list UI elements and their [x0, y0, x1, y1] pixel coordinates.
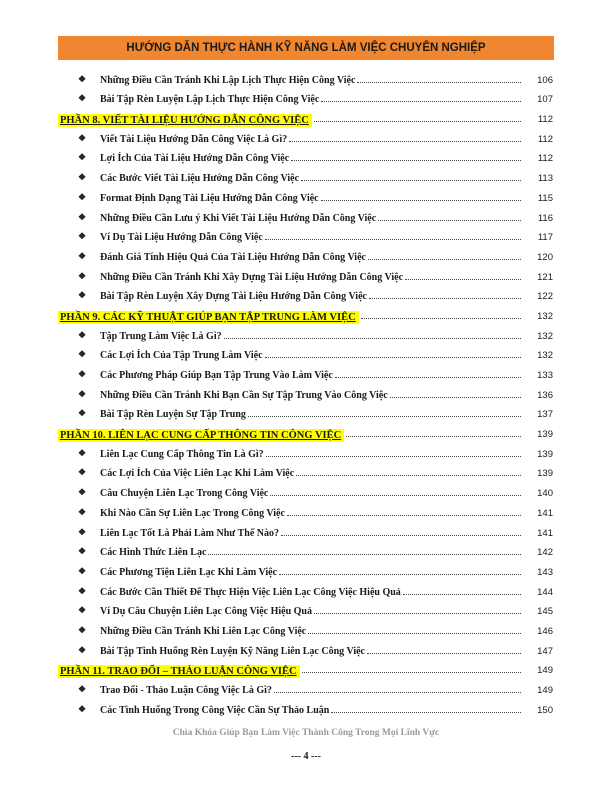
toc-section-title-text: PHẦN 10. LIÊN LẠC CUNG CẤP THÔNG TIN CÔNG VIỆC — [60, 430, 342, 442]
toc-entry-title: Những Điều Cần Tránh Khi Liên Lạc Công Việc — [100, 625, 307, 637]
toc-item-entry[interactable] — [58, 88, 553, 108]
toc-section-title-text: PHẦN 9. CÁC KỸ THUẬT GIÚP BẠN TẬP TRUNG LÀM VIỆC — [60, 311, 356, 323]
toc-entry-title: Trao Đổi - Thảo Luận Công Việc Là Gì? — [100, 685, 272, 696]
dot-leader — [361, 318, 521, 319]
dot-leader — [302, 672, 521, 673]
toc-item-entry[interactable] — [58, 285, 553, 305]
toc-item-entry[interactable] — [58, 265, 553, 285]
dot-leader — [265, 357, 521, 358]
toc-item-entry[interactable] — [58, 619, 553, 639]
dot-leader — [289, 141, 521, 142]
dot-leader — [301, 180, 521, 181]
dot-leader — [357, 82, 521, 83]
diamond-bullet-icon: ❖ — [78, 585, 87, 596]
toc-item-entry[interactable] — [58, 462, 553, 482]
toc-section-entry[interactable] — [58, 107, 553, 127]
toc-item-entry[interactable] — [58, 501, 553, 521]
toc-page-number: 142 — [537, 547, 553, 559]
toc-entry-title: Tập Trung Làm Việc Là Gì? — [100, 330, 222, 342]
diamond-bullet-icon: ❖ — [78, 605, 87, 616]
toc-entry-title — [58, 114, 312, 127]
toc-page-number: 137 — [537, 409, 553, 421]
dot-leader — [265, 239, 521, 240]
toc-entry-title: Các Phương Pháp Giúp Bạn Tập Trung Vào Làm Việc — [100, 370, 333, 381]
diamond-bullet-icon: ❖ — [78, 191, 87, 202]
toc-item-entry[interactable] — [58, 481, 553, 501]
toc-entry-title: Các Tình Huống Trong Công Việc Cần Sự Thảo Luận — [100, 704, 330, 716]
toc-page-number: 120 — [537, 251, 553, 263]
dot-leader — [403, 594, 521, 595]
toc-page-number: 139 — [537, 448, 553, 460]
toc-entry-title: Những Điều Cần Lưu ý Khi Viết Tài Liệu Hướng Dẫn Công Việc — [100, 212, 377, 224]
dot-leader — [378, 220, 521, 221]
toc-entry-title: Khi Nào Cần Sự Liên Lạc Trong Công Việc — [100, 507, 285, 519]
dot-leader — [314, 121, 521, 122]
toc-entry-title: Ví Dụ Câu Chuyện Liên Lạc Công Việc Hiệu Quả — [100, 606, 312, 618]
toc-entry-title: Đánh Giá Tính Hiệu Quả Của Tài Liệu Hướng Dẫn Công Việc — [100, 251, 366, 263]
toc-item-entry[interactable] — [58, 206, 553, 226]
dot-leader — [281, 535, 521, 536]
toc-item-entry[interactable] — [58, 127, 553, 147]
toc-entry-title: Các Bước Viết Tài Liệu Hướng Dẫn Công Việc — [100, 173, 300, 185]
dot-leader — [321, 101, 521, 102]
toc-item-entry[interactable] — [58, 521, 553, 541]
diamond-bullet-icon: ❖ — [78, 506, 87, 517]
diamond-bullet-icon: ❖ — [78, 467, 87, 478]
toc-section-entry[interactable] — [58, 304, 553, 324]
toc-page-number: 149 — [537, 685, 553, 696]
toc-item-entry[interactable] — [58, 403, 553, 423]
diamond-bullet-icon: ❖ — [78, 211, 87, 222]
dot-leader — [266, 456, 521, 457]
toc-item-entry[interactable] — [58, 324, 553, 344]
toc-item-entry[interactable] — [58, 226, 553, 246]
toc-page-number: 112 — [537, 133, 553, 145]
dot-leader — [208, 554, 521, 555]
toc-entry-title: Bài Tập Rèn Luyện Lập Lịch Thực Hiện Công Việc — [100, 94, 320, 106]
toc-item-entry[interactable] — [58, 541, 553, 561]
toc-page-number: 113 — [537, 173, 553, 185]
toc-page-number: 116 — [537, 212, 553, 224]
toc-entry-title: Format Định Dạng Tài Liệu Hướng Dẫn Công Việc — [100, 192, 319, 204]
dot-leader — [335, 377, 521, 378]
toc-item-entry[interactable] — [58, 698, 553, 718]
toc-page-number: 133 — [537, 370, 553, 381]
diamond-bullet-icon: ❖ — [78, 447, 87, 458]
toc-page-number: 132 — [537, 310, 553, 322]
toc-entry-title: Ví Dụ Tài Liệu Hướng Dẫn Công Việc — [100, 232, 263, 244]
toc-item-entry[interactable] — [58, 186, 553, 206]
diamond-bullet-icon: ❖ — [78, 349, 87, 360]
toc-entry-title: Lợi Ích Của Tài Liệu Hướng Dẫn Công Việc — [100, 153, 290, 165]
toc-page-number: 107 — [537, 94, 553, 106]
toc-entry-title — [58, 665, 300, 678]
dot-leader — [405, 279, 521, 280]
toc-entry-title: Bài Tập Tình Huống Rèn Luyện Kỹ Năng Liên Lạc Công Việc — [100, 645, 365, 657]
toc-page-number: 132 — [537, 350, 553, 362]
diamond-bullet-icon: ❖ — [78, 408, 87, 419]
dot-leader — [367, 653, 521, 654]
diamond-bullet-icon: ❖ — [78, 644, 87, 655]
dot-leader — [321, 200, 521, 201]
toc-page-number: 147 — [537, 645, 553, 657]
toc-page-number: 143 — [537, 566, 553, 578]
toc-item-entry[interactable] — [58, 363, 553, 383]
toc-section-entry[interactable] — [58, 659, 553, 679]
dot-leader — [369, 298, 521, 299]
toc-section-title-text: PHẦN 8. VIẾT TÀI LIỆU HƯỚNG DẪN CÔNG VIỆC — [60, 115, 309, 127]
dot-leader — [314, 613, 521, 614]
diamond-bullet-icon: ❖ — [78, 73, 87, 84]
toc-item-entry[interactable] — [58, 166, 553, 186]
diamond-bullet-icon: ❖ — [78, 369, 87, 379]
diamond-bullet-icon: ❖ — [78, 684, 87, 694]
dot-leader — [296, 475, 521, 476]
dot-leader — [270, 495, 521, 496]
toc-page-number: 112 — [537, 153, 553, 165]
dot-leader — [274, 692, 521, 693]
diamond-bullet-icon: ❖ — [78, 290, 87, 301]
dot-leader — [248, 416, 521, 417]
toc-entry-title — [58, 429, 344, 442]
toc-entry-title: Các Phương Tiện Liên Lạc Khi Làm Việc — [100, 566, 278, 578]
toc-entry-title: Các Bước Cần Thiết Để Thực Hiện Việc Liên Lạc Công Việc Hiệu Quả — [100, 586, 401, 598]
diamond-bullet-icon: ❖ — [78, 329, 87, 340]
toc-item-entry[interactable] — [58, 600, 553, 620]
diamond-bullet-icon: ❖ — [78, 93, 87, 104]
diamond-bullet-icon: ❖ — [78, 250, 87, 261]
dot-leader — [331, 712, 521, 713]
toc-page-number: 139 — [537, 468, 553, 480]
page-footer: Chìa Khóa Giúp Bạn Làm Việc Thành Công Trong Mọi Lĩnh Vực — [172, 728, 440, 738]
toc-page-number: 141 — [537, 527, 553, 539]
toc-entry-title — [58, 311, 359, 324]
toc-item-entry[interactable] — [58, 442, 553, 462]
toc-entry-title: Những Điều Cần Tránh Khi Lập Lịch Thực Hiện Công Việc — [100, 74, 356, 86]
toc-item-entry[interactable] — [58, 639, 553, 659]
diamond-bullet-icon: ❖ — [78, 565, 87, 576]
diamond-bullet-icon: ❖ — [78, 487, 87, 498]
toc-page-number: 115 — [537, 192, 553, 204]
toc-entry-title: Viết Tài Liệu Hướng Dẫn Công Việc Là Gì? — [100, 133, 288, 145]
toc-page-number: 149 — [537, 665, 553, 677]
dot-leader — [346, 436, 521, 437]
toc-page-number: 117 — [537, 232, 553, 244]
toc-page-number: 140 — [537, 488, 553, 500]
toc-item-entry[interactable] — [58, 560, 553, 580]
toc-entry-title: Câu Chuyện Liên Lạc Trong Công Việc — [100, 488, 269, 500]
diamond-bullet-icon: ❖ — [78, 132, 87, 143]
toc-entry-title: Bài Tập Rèn Luyện Sự Tập Trung — [100, 409, 246, 421]
toc-item-entry[interactable] — [58, 383, 553, 403]
dot-leader — [308, 633, 521, 634]
toc-entry-title: Những Điều Cần Tránh Khi Xây Dựng Tài Liệu Hướng Dẫn Công Việc — [100, 271, 404, 283]
toc-page-number: 106 — [537, 74, 553, 86]
dot-leader — [279, 574, 521, 575]
toc-page-number: 141 — [537, 507, 553, 519]
toc-page-number: 145 — [537, 606, 553, 618]
diamond-bullet-icon: ❖ — [78, 231, 87, 242]
diamond-bullet-icon: ❖ — [78, 624, 87, 635]
toc-entry-title: Các Lợi Ích Của Tập Trung Làm Việc — [100, 350, 263, 362]
toc-item-entry[interactable] — [58, 344, 553, 364]
dot-leader — [368, 259, 521, 260]
toc-page-number: 136 — [537, 389, 553, 401]
diamond-bullet-icon: ❖ — [78, 172, 87, 183]
toc-item-entry[interactable] — [58, 68, 553, 88]
dot-leader — [291, 160, 521, 161]
diamond-bullet-icon: ❖ — [78, 546, 87, 557]
dot-leader — [390, 397, 521, 398]
toc-section-title-text: PHẦN 11. TRAO ĐỔI – THẢO LUẬN CÔNG VIỆC — [60, 666, 297, 678]
page-header: HƯỚNG DẪN THỰC HÀNH KỸ NĂNG LÀM VIỆC CHUYÊN NGHIỆP — [58, 36, 554, 60]
diamond-bullet-icon: ❖ — [78, 388, 87, 399]
toc-page-number: 146 — [537, 625, 553, 637]
dot-leader — [224, 338, 521, 339]
toc-item-entry[interactable] — [58, 678, 553, 698]
toc-entry-title: Liên Lạc Tốt Là Phải Làm Như Thế Nào? — [100, 527, 279, 539]
toc-item-entry[interactable] — [58, 580, 553, 600]
toc-item-entry[interactable] — [58, 147, 553, 167]
diamond-bullet-icon: ❖ — [78, 152, 87, 163]
toc-entry-title: Những Điều Cần Tránh Khi Bạn Cần Sự Tập Trung Vào Công Việc — [100, 389, 388, 401]
diamond-bullet-icon: ❖ — [78, 270, 87, 281]
toc-item-entry[interactable] — [58, 245, 553, 265]
toc-entry-title: Liên Lạc Cung Cấp Thông Tin Là Gì? — [100, 448, 264, 460]
toc-page-number: 122 — [537, 291, 553, 303]
dot-leader — [287, 515, 521, 516]
diamond-bullet-icon: ❖ — [78, 526, 87, 537]
toc-page-number: 139 — [537, 429, 553, 441]
table-of-contents — [58, 68, 553, 718]
diamond-bullet-icon: ❖ — [78, 703, 87, 714]
toc-entry-title: Các Hình Thức Liên Lạc — [100, 547, 207, 559]
toc-page-number: 121 — [537, 271, 553, 283]
toc-page-number: 144 — [537, 586, 553, 598]
toc-entry-title: Các Lợi Ích Của Việc Liên Lạc Khi Làm Việc — [100, 468, 295, 480]
toc-page-number: 132 — [537, 330, 553, 342]
toc-page-number: 150 — [537, 704, 553, 716]
toc-entry-title: Bài Tập Rèn Luyện Xây Dựng Tài Liệu Hướng Dẫn Công Việc — [100, 291, 367, 303]
toc-section-entry[interactable] — [58, 422, 553, 442]
toc-page-number: 112 — [537, 114, 553, 126]
page-number: --- 4 --- — [291, 751, 321, 762]
